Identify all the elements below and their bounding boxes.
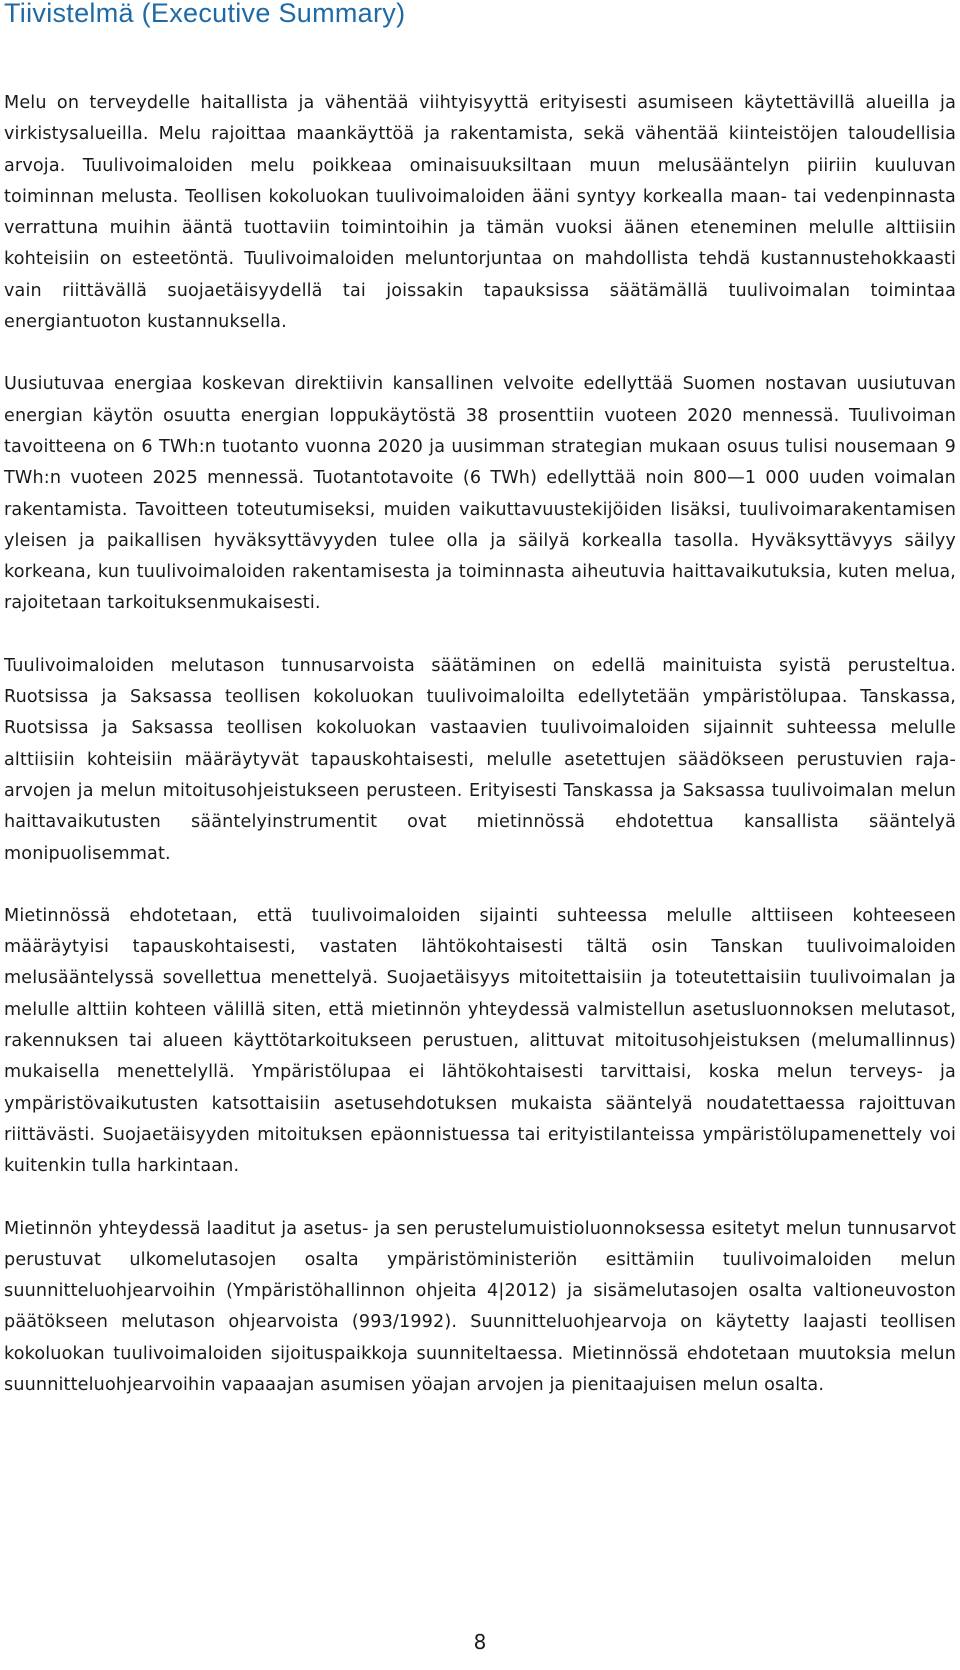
document-body (4, 88, 956, 1432)
paragraph-4: Mietinnössä ehdotetaan, että tuulivoimaloiden sijainti suhteessa melulle alttiiseen kohteeseen määräytyisi tapauskohtaisesti, vastaten lähtökohtaisesti tältä osin Tanskan tuulivoimaloiden melusääntelyssä sovellettua menettelyä. Suojaetäisyys mitoitettaisiin ja toteutettaisiin tuulivoimalan ja melulle alttiin kohteen välillä siten, että mietinnön yhteydessä valmistellun asetusluonnoksen melutasot, rakennuksen tai alueen käyttötarkoitukseen perustuen, alittuvat mitoitusohjeistuksen (melumallinnus) mukaisella menettelyllä. Ympäristölupaa ei lähtökohtaisesti tarvittaisi, koska melun terveys- ja ympäristövaikutusten katsottaisiin asetusehdotuksen mukaista sääntelyä noudatettaessa rajoittuvan riittävästi. Suojaetäisyyden mitoituksen epäonnistuessa tai erityistilanteissa ympäristölupamenettely voi kuitenkin tulla harkintaan. (4, 905, 956, 1177)
paragraph-3: Tuulivoimaloiden melutason tunnusarvoista säätäminen on edellä mainituista syistä perusteltua. Ruotsissa ja Saksassa teollisen kokoluokan tuulivoimaloilta edellytetään ympäristölupaa. Tanskassa, Ruotsissa ja Saksassa teollisen kokoluokan vastaavien tuulivoimaloiden sijainnit suhteessa melulle alttiisiin kohteisiin määräytyvät tapauskohtaisesti, melulle asetettujen säädökseen perustuvien raja-arvojen ja melun mitoitusohjeistukseen perusteen. Erityisesti Tanskassa ja Saksassa tuulivoimalan melun haittavaikutusten sääntelyinstrumentit ovat mietinnössä ehdotettua kansallista sääntelyä monipuolisemmat. (4, 655, 956, 864)
paragraph-1: Melu on terveydelle haitallista ja vähentää viihtyisyyttä erityisesti asumiseen käytettävillä alueilla ja virkistysalueilla. Melu rajoittaa maankäyttöä ja rakentamista, sekä vähentää kiinteistöjen taloudellisia arvoja. Tuulivoimaloiden melu poikkeaa ominaisuuksiltaan muun melusääntelyn piiriin kuuluvan toiminnan melusta. Teollisen kokoluokan tuulivoimaloiden ääni syntyy korkealla maan- tai vedenpinnasta verrattuna muihin ääntä tuottaviin toimintoihin ja tämän vuoksi äänen eteneminen melulle alttiisiin kohteisiin on esteetöntä. Tuulivoimaloiden meluntorjuntaa on mahdollista tehdä kustannustehokkaasti vain riittävällä suojaetäisyydellä tai joissakin tapauksissa säätämällä tuulivoimalan toimintaa energiantuoton kustannuksella. (4, 93, 956, 333)
paragraph-5: Mietinnön yhteydessä laaditut ja asetus- ja sen perustelumuistioluonnoksessa esitetyt melun tunnusarvot perustuvat ulkomelutasojen osalta ympäristöministeriön esittämiin tuulivoimaloiden melun suunnitteluohjearvoihin (Ympäristöhallinnon ohjeita 4|2012) ja sisämelutasojen osalta valtioneuvoston päätökseen melutason ohjearvoista (993/1992). Suunnitteluohjearvoja on käytetty laajasti teollisen kokoluokan tuulivoimaloiden sijoituspaikkoja suunniteltaessa. Mietinnössä ehdotetaan muutoksia melun suunnitteluohjearvoihin vapaaajan asumisen yöajan arvojen ja pienitaajuisen melun osalta. (4, 1218, 956, 1395)
page-title: Tiivistelmä (Executive Summary) (4, 0, 406, 28)
paragraph-2: Uusiutuvaa energiaa koskevan direktiivin kansallinen velvoite edellyttää Suomen nostavan uusiutuvan energian käytön osuutta energian loppukäytöstä 38 prosenttiin vuoteen 2020 mennessä. Tuulivoiman tavoitteena on 6 TWh:n tuotanto vuonna 2020 ja uusimman strategian mukaan osuus tulisi nousemaan 9 TWh:n vuoteen 2025 mennessä. Tuotantotavoite (6 TWh) edellyttää noin 800—1 000 uuden voimalan rakentamista. Tavoitteen toteutumiseksi, muiden vaikuttavuustekijöiden lisäksi, tuulivoimarakentamisen yleisen ja paikallisen hyväksyttävyyden tulee olla ja säilyä korkealla tasolla. Hyväksyttävyys säilyy korkeana, kun tuulivoimaloiden rakentamisesta ja toiminnasta aiheutuvia haittavaikutuksia, kuten melua, rajoitetaan tarkoituksenmukaisesti. (4, 374, 956, 614)
page-number: 8 (473, 1630, 487, 1654)
